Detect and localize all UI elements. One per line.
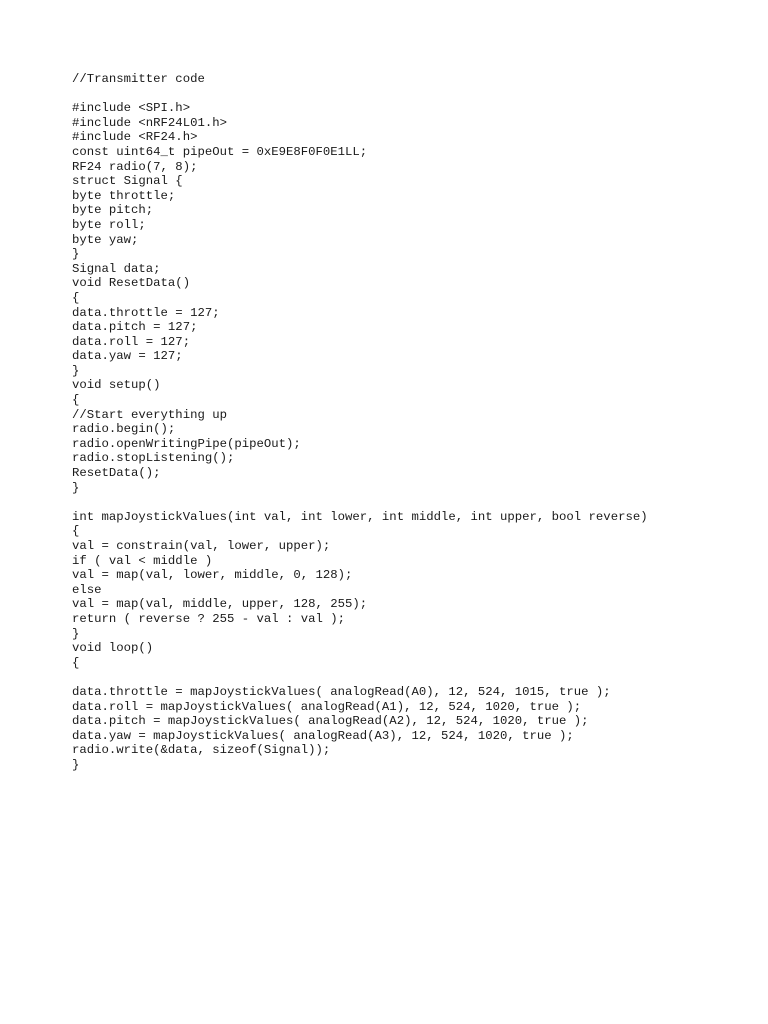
code-line: byte roll; — [72, 217, 146, 232]
code-line: data.pitch = 127; — [72, 320, 198, 335]
code-line — [72, 670, 648, 685]
code-line: { — [72, 290, 80, 305]
code-line: } — [72, 363, 80, 378]
code-line: RF24 radio(7, 8); — [72, 159, 198, 174]
code-line: void ResetData() — [72, 276, 191, 291]
code-line: radio.write(&data, sizeof(Signal)); — [72, 743, 331, 758]
code-line: void loop() — [72, 641, 154, 656]
code-line: ResetData(); — [72, 466, 161, 481]
code-line: val = map(val, middle, upper, 128, 255); — [72, 597, 368, 612]
code-line: { — [72, 655, 80, 670]
code-line: } — [72, 626, 80, 641]
code-line: #include <SPI.h> — [72, 101, 191, 116]
code-line: byte pitch; — [72, 203, 154, 218]
code-line: radio.openWritingPipe(pipeOut); — [72, 436, 301, 451]
code-line: return ( reverse ? 255 - val : val ); — [72, 611, 346, 626]
code-line: Signal data; — [72, 261, 161, 276]
code-line: //Start everything up — [72, 407, 227, 422]
code-line: data.pitch = mapJoystickValues( analogRead(A2), 12, 524, 1020, true ); — [72, 714, 589, 729]
code-line: data.throttle = 127; — [72, 305, 220, 320]
code-line: data.roll = 127; — [72, 334, 191, 349]
code-line: else — [72, 582, 102, 597]
code-line: data.roll = mapJoystickValues( analogRead(A1), 12, 524, 1020, true ); — [72, 699, 582, 714]
code-line: val = map(val, lower, middle, 0, 128); — [72, 568, 353, 583]
code-line — [72, 495, 648, 510]
code-line: { — [72, 524, 80, 539]
code-line: radio.begin(); — [72, 422, 176, 437]
code-line: } — [72, 247, 80, 262]
code-line: byte throttle; — [72, 188, 176, 203]
code-line: data.yaw = mapJoystickValues( analogRead(A3), 12, 524, 1020, true ); — [72, 728, 574, 743]
code-line: if ( val < middle ) — [72, 553, 213, 568]
code-line: } — [72, 757, 80, 772]
code-line: #include <RF24.h> — [72, 130, 198, 145]
code-line: #include <nRF24L01.h> — [72, 115, 227, 130]
code-line: int mapJoystickValues(int val, int lower, int middle, int upper, bool reverse) — [72, 509, 648, 524]
code-line: const uint64_t pipeOut = 0xE9E8F0F0E1LL; — [72, 144, 368, 159]
code-line: void setup() — [72, 378, 161, 393]
code-line: struct Signal { — [72, 174, 183, 189]
code-line: //Transmitter code — [72, 72, 205, 86]
code-line: { — [72, 393, 80, 408]
code-line: data.throttle = mapJoystickValues( analogRead(A0), 12, 524, 1015, true ); — [72, 684, 611, 699]
code-line: byte yaw; — [72, 232, 139, 247]
code-listing — [72, 72, 648, 773]
code-line: radio.stopListening(); — [72, 451, 235, 466]
code-line: } — [72, 480, 80, 495]
code-line: val = constrain(val, lower, upper); — [72, 539, 331, 553]
code-line: data.yaw = 127; — [72, 349, 183, 364]
code-line — [72, 87, 648, 102]
